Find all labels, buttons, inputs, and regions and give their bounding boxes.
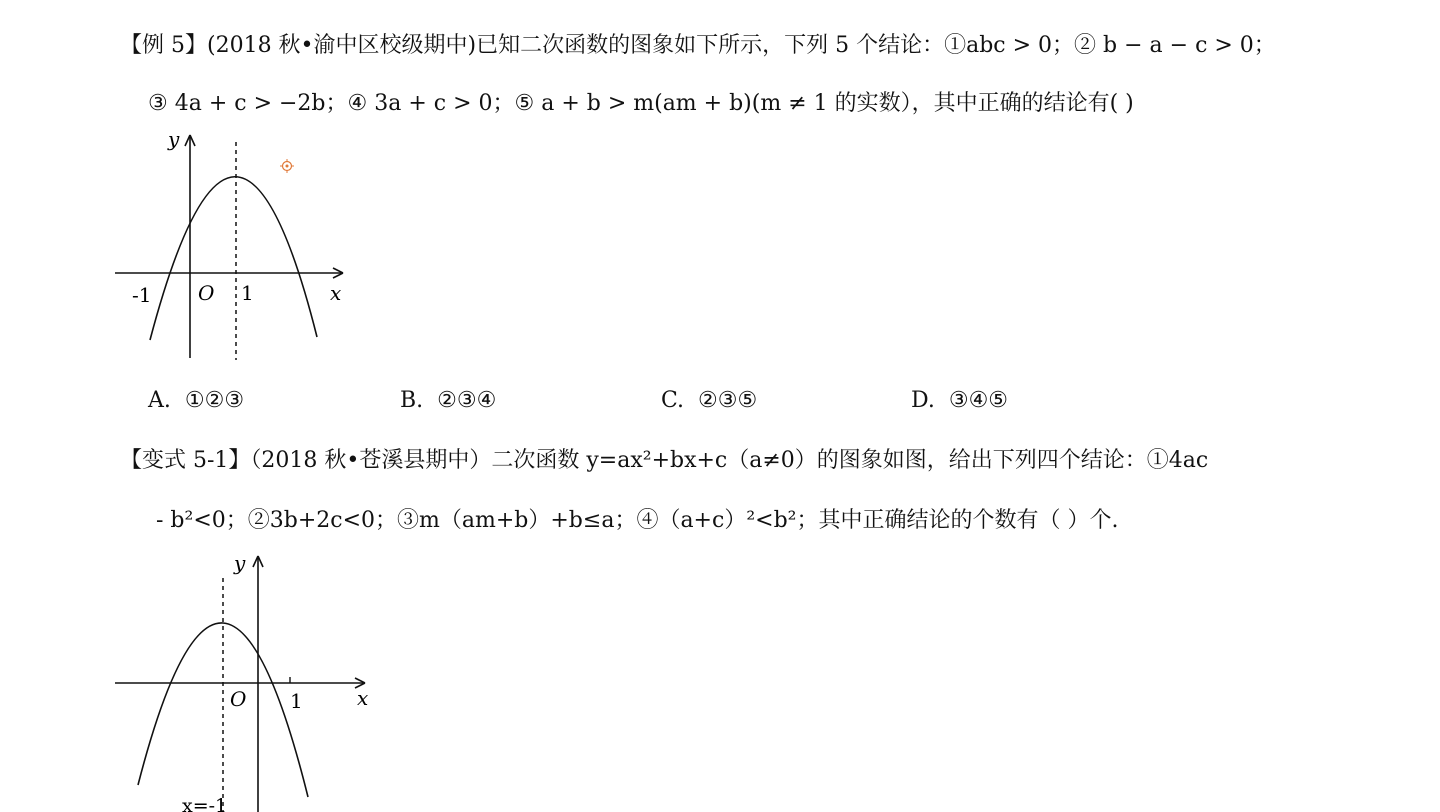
parabola-curve xyxy=(150,177,317,340)
option-b xyxy=(400,386,496,416)
option-a xyxy=(148,386,244,416)
option-c-label: C. xyxy=(661,388,685,413)
variant51-parabola-graph xyxy=(110,548,380,812)
graph-label-y: y xyxy=(168,127,180,151)
option-a-label: A. xyxy=(148,388,171,413)
graph-label-1: 1 xyxy=(241,281,254,305)
variant51-statement-line1: 【变式 5-1】（2018 秋•苍溪县期中）二次函数 y=ax²+bx+c（a≠0）的图象如图，给出下列四个结论：①4ac xyxy=(120,448,1209,473)
option-b-value: ②③④ xyxy=(437,388,497,413)
option-d-value: ③④⑤ xyxy=(948,388,1009,413)
option-a-value: ①②③ xyxy=(184,388,245,413)
graph-label-x: x xyxy=(330,281,342,305)
option-c xyxy=(661,386,757,416)
graph-label-1: 1 xyxy=(290,689,303,713)
problem5-statement-line2: ③ 4a + c > −2b；④ 3a + c > 0；⑤ a + b > m(am + b)(m ≠ 1 的实数），其中正确的结论有( ) xyxy=(148,91,1134,116)
option-d-label: D. xyxy=(911,388,935,413)
problem5-statement-line1: 【例 5】(2018 秋•渝中区校级期中)已知二次函数的图象如下所示，下列 5 个结论：①abc > 0；② b − a − c > 0； xyxy=(120,33,1276,58)
graph-label-x: x xyxy=(357,686,369,710)
graph-label-origin: O xyxy=(198,281,215,305)
graph-label-origin: O xyxy=(230,687,247,711)
graph-label-axis: x=-1 xyxy=(182,795,228,812)
option-c-value: ②③⑤ xyxy=(698,388,758,413)
graph-label-neg1: -1 xyxy=(132,283,152,307)
graph-label-y: y xyxy=(234,551,246,575)
problem5-parabola-graph xyxy=(110,125,360,370)
option-d xyxy=(911,386,1008,416)
option-b-label: B. xyxy=(400,388,424,413)
variant51-statement-line2: - b²<0；②3b+2c<0；③m（am+b）+b≤a；④（a+c）²<b²；其中正确结论的个数有（ ）个. xyxy=(156,508,1119,533)
